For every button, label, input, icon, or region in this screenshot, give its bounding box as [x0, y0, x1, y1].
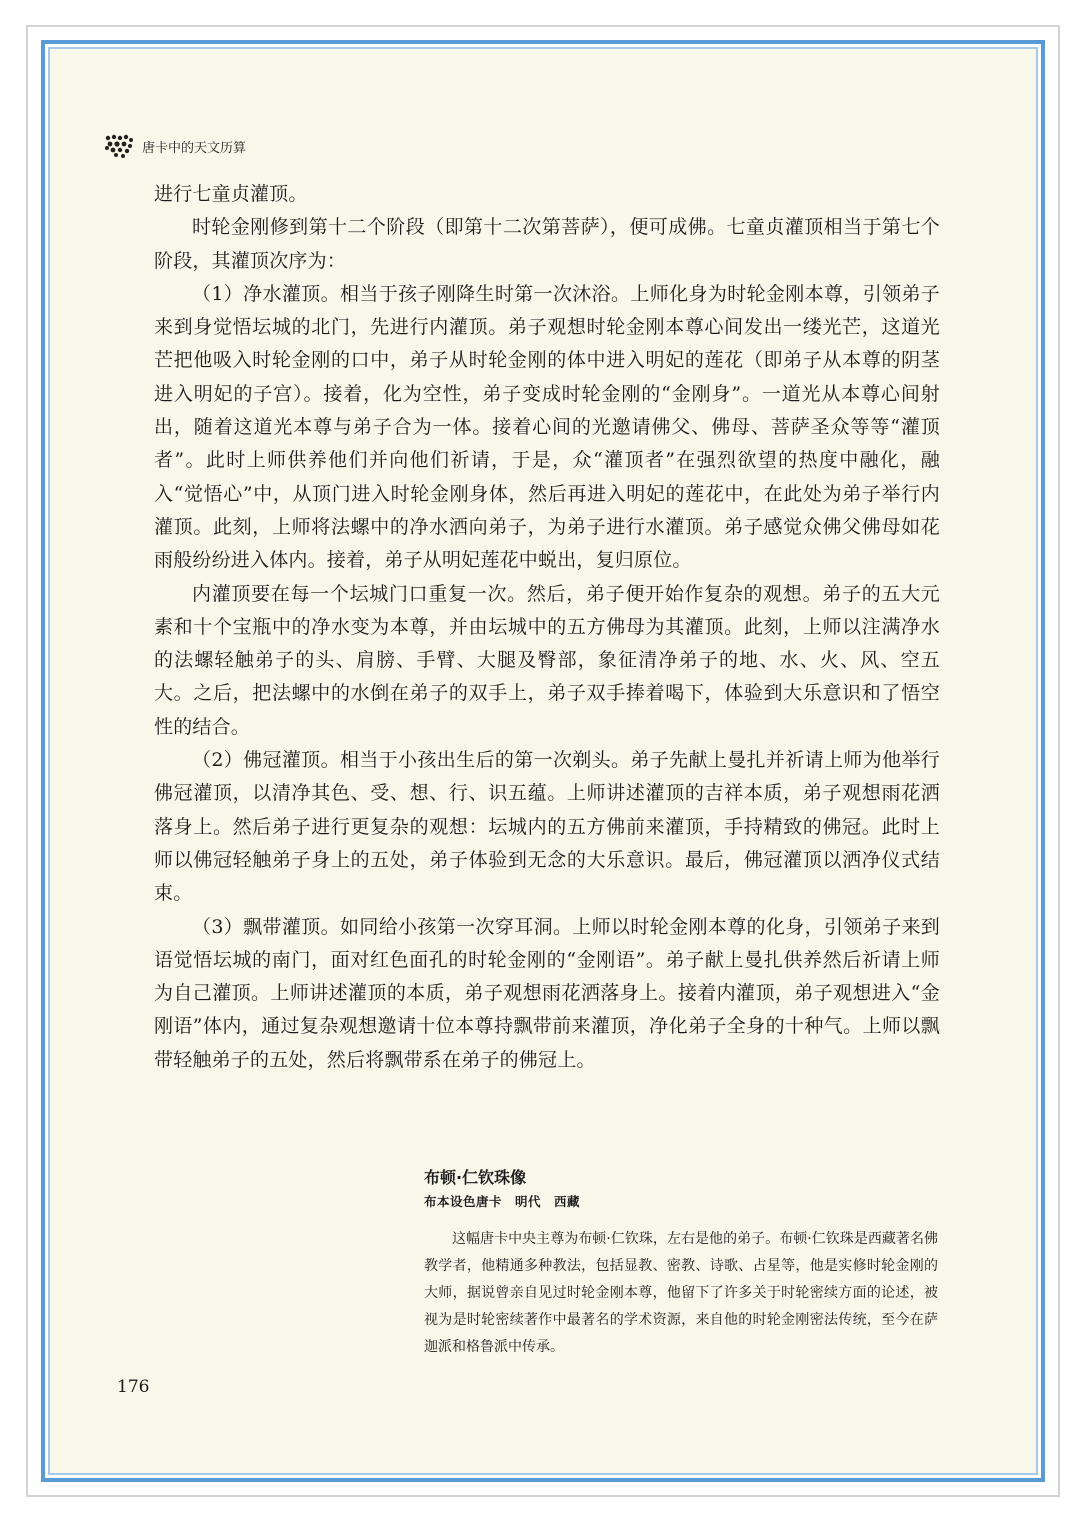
- caption-text: 这幅唐卡中央主尊为布顿·仁钦珠，左右是他的弟子。布顿·仁钦珠是西藏著名佛教学者，他精通多种教法，包括显教、密教、诗歌、占星等，他是实修时轮金刚的大师，据说曾亲自见过时轮金刚本尊，他留下了许多关于时轮密续方面的论述，被视为是时轮密续著作中最著名的学术资源，来自他的时轮金刚密法传统，至今在萨迦派和格鲁派中传承。: [424, 1231, 938, 1355]
- paragraph: 进行七童贞灌顶。: [154, 183, 308, 205]
- paragraph: 内灌顶要在每一个坛城门口重复一次。然后，弟子便开始作复杂的观想。弟子的五大元素和十个宝瓶中的净水变为本尊，并由坛城中的五方佛母为其灌顶。此刻，上师以注满净水的法螺轻触弟子的头、肩膀、手臂、大腿及臀部，象征清净弟子的地、水、火、风、空五大。之后，把法螺中的水倒在弟子的双手上，弟子双手捧着喝下，体验到大乐意识和了悟空性的结合。: [154, 582, 940, 738]
- paragraph: 时轮金刚修到第十二个阶段（即第十二次第菩萨），便可成佛。七童贞灌顶相当于第七个阶段，其灌顶次序为：: [154, 216, 940, 272]
- paragraph: （2）佛冠灌顶。相当于小孩出生后的第一次剃头。弟子先献上曼扎并祈请上师为他举行佛冠灌顶，以清净其色、受、想、行、识五蕴。上师讲述灌顶的吉祥本质，弟子观想雨花洒落身上。然后弟子进行更复杂的观想：坛城内的五方佛前来灌顶，手持精致的佛冠。此时上师以佛冠轻触弟子身上的五处，弟子体验到无念的大乐意识。最后，佛冠灌顶以洒净仪式结束。: [154, 749, 940, 905]
- image-caption: [424, 1165, 938, 1361]
- header-title: 唐卡中的天文历算: [142, 140, 247, 156]
- caption-subtitle: 布本设色唐卡 明代 西藏: [424, 1194, 581, 1209]
- running-header: [104, 131, 246, 161]
- caption-title: 布顿·仁钦珠像: [424, 1168, 527, 1187]
- page-number: 176: [117, 1377, 150, 1397]
- paragraph: （1）净水灌顶。相当于孩子刚降生时第一次沐浴。上师化身为时轮金刚本尊，引领弟子来到身觉悟坛城的北门，先进行内灌顶。弟子观想时轮金刚本尊心间发出一缕光芒，这道光芒把他吸入时轮金刚的口中，弟子从时轮金刚的体中进入明妃的莲花（即弟子从本尊的阴茎进入明妃的子宫）。接着，化为空性，弟子变成时轮金刚的“金刚身”。一道光从本尊心间射出，随着这道光本尊与弟子合为一体。接着心间的光邀请佛父、佛母、菩萨圣众等等“灌顶者”。此时上师供养他们并向他们祈请，于是，众“灌顶者”在强烈欲望的热度中融化，融入“觉悟心”中，从顶门进入时轮金刚身体，然后再进入明妃的莲花中，在此处为弟子举行内灌顶。此刻，上师将法螺中的净水洒向弟子，为弟子进行水灌顶。弟子感觉众佛父佛母如花雨般纷纷进入体内。接着，弟子从明妃莲花中蜕出，复归原位。: [154, 282, 940, 572]
- main-text: [154, 178, 940, 1077]
- paragraph: （3）飘带灌顶。如同给小孩第一次穿耳洞。上师以时轮金刚本尊的化身，引领弟子来到语觉悟坛城的南门，面对红色面孔的时轮金刚的“金刚语”。弟子献上曼扎供养然后祈请上师为自己灌顶。上师讲述灌顶的本质，弟子观想雨花洒落身上。接着内灌顶，弟子观想进入“金刚语”体内，通过复杂观想邀请十位本尊持飘带前来灌顶，净化弟子全身的十种气。上师以飘带轻触弟子的五处，然后将飘带系在弟子的佛冠上。: [154, 915, 940, 1071]
- ornament-dots-icon: [104, 133, 134, 159]
